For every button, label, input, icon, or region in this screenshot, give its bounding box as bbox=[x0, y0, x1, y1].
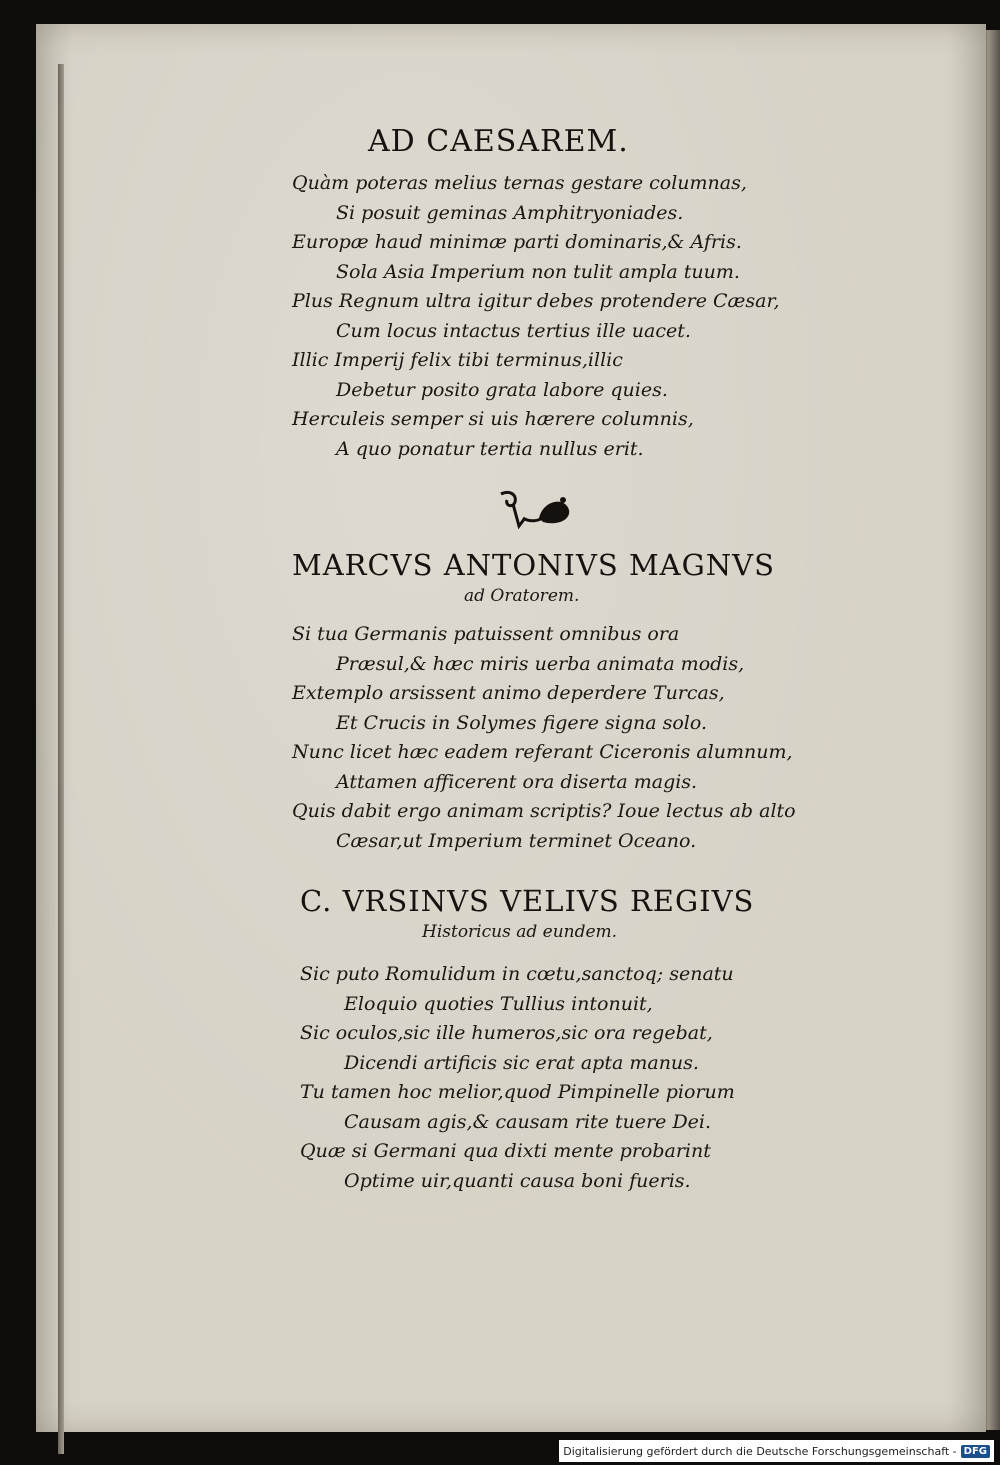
poem-marcus-antonius-magnus bbox=[292, 548, 796, 856]
verse-line: Illic Imperij felix tibi terminus,illic bbox=[292, 349, 623, 371]
verse-line: Tu tamen hoc melior,quod Pimpinelle piorum bbox=[300, 1081, 735, 1103]
verse-line: Quàm poteras melius ternas gestare columnas, bbox=[292, 172, 747, 194]
verse-line: Dicendi artificis sic erat apta manus. bbox=[344, 1051, 699, 1074]
verse-line: Debetur posito grata labore quies. bbox=[336, 378, 668, 401]
verse-line: A quo ponatur tertia nullus erit. bbox=[336, 437, 644, 460]
verse-line: Quæ si Germani qua dixti mente probarint bbox=[300, 1140, 711, 1162]
poem-title: C. VRSINVS VELIVS REGIVS bbox=[300, 884, 755, 918]
verse-line: Cæsar,ut Imperium terminet Oceano. bbox=[336, 829, 697, 852]
verse-line: Optime uir,quanti causa boni fueris. bbox=[344, 1169, 691, 1192]
verse-line: Eloquio quoties Tullius intonuit, bbox=[344, 992, 653, 1015]
verse-line: Plus Regnum ultra igitur debes protendere Cæsar, bbox=[292, 290, 780, 312]
poem-subtitle: ad Oratorem. bbox=[464, 586, 580, 606]
verse-line: Præsul,& hæc miris uerba animata modis, bbox=[336, 652, 745, 675]
verse-line: Sola Asia Imperium non tulit ampla tuum. bbox=[336, 260, 740, 283]
poem-ursinus-velius-regius bbox=[300, 884, 754, 1196]
verse-line: Et Crucis in Solymes figere signa solo. bbox=[336, 711, 708, 734]
verse-line: Nunc licet hæc eadem referant Ciceronis alumnum, bbox=[292, 741, 793, 763]
verse-line: Herculeis semper si uis hærere columnis, bbox=[292, 408, 694, 430]
poem-subtitle: Historicus ad eundem. bbox=[422, 922, 618, 942]
verse-line: Causam agis,& causam rite tuere Dei. bbox=[344, 1110, 712, 1133]
poem-ad-caesarem bbox=[292, 124, 780, 464]
verse-line: Si tua Germanis patuissent omnibus ora bbox=[292, 623, 680, 645]
page-fold-shadow bbox=[58, 64, 64, 1454]
verse-line: Sic puto Romulidum in cœtu,sanctoq; senatu bbox=[300, 963, 734, 985]
verse-line: Quis dabit ergo animam scriptis? Ioue lectus ab alto bbox=[292, 800, 796, 822]
fleuron-ornament-icon bbox=[495, 488, 575, 532]
poem-title: MARCVS ANTONIVS MAGNVS bbox=[292, 548, 775, 582]
dfg-logo-icon: DFG bbox=[961, 1445, 990, 1458]
funding-credit-footer bbox=[559, 1440, 994, 1462]
verse-line: Si posuit geminas Amphitryoniades. bbox=[336, 201, 684, 224]
funding-credit-text: Digitalisierung gefördert durch die Deutsche Forschungsgemeinschaft - bbox=[563, 1444, 957, 1458]
poem-title: AD CAESAREM. bbox=[368, 124, 629, 159]
verse-line: Cum locus intactus tertius ille uacet. bbox=[336, 319, 691, 342]
verse-line: Sic oculos,sic ille humeros,sic ora regebat, bbox=[300, 1022, 713, 1044]
verse-line: Attamen afficerent ora diserta magis. bbox=[336, 770, 698, 793]
verse-line: Extemplo arsissent animo deperdere Turcas, bbox=[292, 682, 725, 704]
verse-line: Europæ haud minimæ parti dominaris,& Afris. bbox=[292, 231, 742, 253]
